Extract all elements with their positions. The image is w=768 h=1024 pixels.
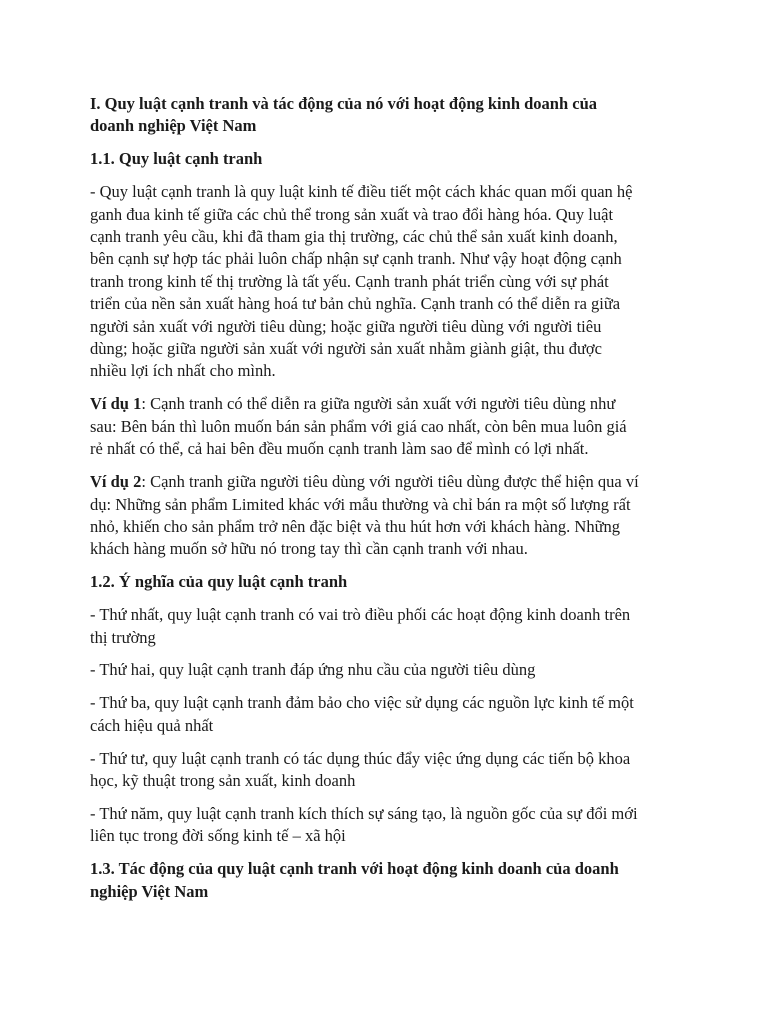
section-heading [90,571,730,593]
text-line: - Thứ tư, quy luật cạnh tranh có tác dụng thúc đẩy việc ứng dụng các tiến bộ khoa [90,748,631,768]
text-line: khách hàng muốn sở hữu nó trong tay thì cần cạnh tranh với nhau. [90,539,528,559]
text-line: người sản xuất với người tiêu dùng; hoặc giữa người tiêu dùng với người tiêu [90,316,602,336]
text-line: liên tục trong đời sống kinh tế – xã hội [90,826,346,846]
example-paragraph [90,393,730,460]
text-line: nghiệp Việt Nam [90,881,209,901]
text-line: bên cạnh sự hợp tác phải luôn chấp nhận sự cạnh tranh. Như vậy hoạt động cạnh [90,249,622,269]
example-text: : Cạnh tranh có thể diễn ra giữa người sản xuất với người tiêu dùng như [141,394,616,414]
text-line: - Thứ hai, quy luật cạnh tranh đáp ứng nhu cầu của người tiêu dùng [90,660,536,680]
list-item [90,803,730,848]
example-paragraph [90,471,730,561]
text-line: cạnh tranh yêu cầu, khi đã tham gia thị trường, các chủ thể sản xuất kinh doanh, [90,227,618,247]
example-text: : Cạnh tranh giữa người tiêu dùng với người tiêu dùng được thể hiện qua ví [141,472,639,492]
text-line: ganh đua kinh tế giữa các chủ thể trong sản xuất và trao đổi hàng hóa. Quy luật [90,204,614,224]
list-item [90,748,730,793]
text-line: học, kỹ thuật trong sản xuất, kinh doanh [90,771,356,791]
text-line: - Thứ năm, quy luật cạnh tranh kích thích sự sáng tạo, là nguồn gốc của sự đổi mới [90,803,638,823]
text-line: cách hiệu quả nhất [90,715,214,735]
text-line: nhiều lợi ích nhất cho mình. [90,361,276,381]
example-label: Ví dụ 2 [90,472,142,492]
text-line: tranh trong kinh tế thị trường là tất yếu. Cạnh tranh phát triển cùng với sự phát [90,271,609,291]
text-line: thị trường [90,627,156,647]
body-paragraph [90,181,730,383]
example-label: Ví dụ 1 [90,394,142,414]
list-item [90,604,730,649]
text-line: triển của nền sản xuất hàng hoá tư bản chủ nghĩa. Cạnh tranh có thể diễn ra giữa [90,294,621,314]
section-heading [90,148,730,170]
list-item [90,659,730,681]
text-line: rẻ nhất có thể, cả hai bên đều muốn cạnh tranh làm sao để mình có lợi nhất. [90,439,589,459]
text-line: I. Quy luật cạnh tranh và tác động của nó với hoạt động kinh doanh của [90,94,598,113]
text-line: 1.3. Tác động của quy luật cạnh tranh với hoạt động kinh doanh của doanh [90,859,619,879]
text-line [90,393,730,415]
text-line: 1.2. Ý nghĩa của quy luật cạnh tranh [90,572,348,592]
text-line: nhỏ, khiến cho sản phẩm trở nên đặc biệt và thu hút hơn với khách hàng. Những [90,516,621,536]
text-line: sau: Bên bán thì luôn muốn bán sản phẩm với giá cao nhất, còn bên mua luôn giá [90,416,627,436]
text-line: - Thứ nhất, quy luật cạnh tranh có vai trò điều phối các hoạt động kinh doanh trên [90,605,631,625]
list-item [90,692,730,737]
section-heading [90,858,730,903]
section-heading [90,93,730,138]
text-line: doanh nghiệp Việt Nam [90,116,257,136]
text-line [90,471,730,493]
text-line: dụ: Những sản phẩm Limited khác với mẫu thường và chỉ bán ra một số lượng rất [90,494,631,514]
text-line: 1.1. Quy luật cạnh tranh [90,149,263,169]
text-line: - Thứ ba, quy luật cạnh tranh đảm bảo cho việc sử dụng các nguồn lực kinh tế một [90,693,634,713]
document-page [90,93,730,914]
text-line: dùng; hoặc giữa người sản xuất với người sản xuất nhằm giành giật, thu được [90,339,602,359]
text-line: - Quy luật cạnh tranh là quy luật kinh tế điều tiết một cách khác quan mối quan hệ [90,182,633,202]
